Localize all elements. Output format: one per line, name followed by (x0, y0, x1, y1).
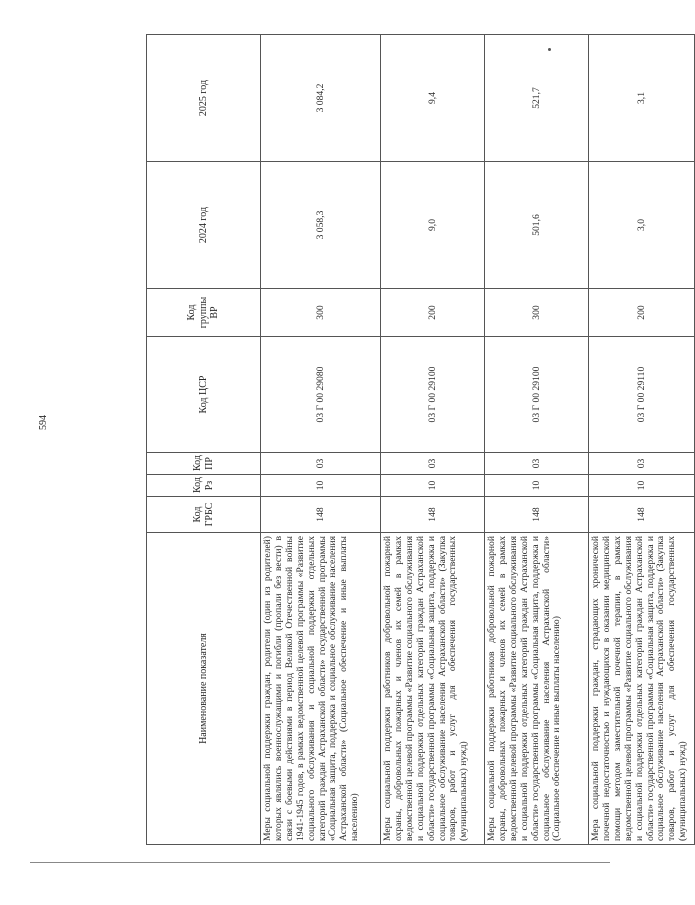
row-pr: 03 (261, 453, 381, 475)
row-2024: 3 058,3 (261, 162, 381, 289)
row-grbs: 148 (485, 497, 589, 533)
header-2025: 2025 год (147, 35, 261, 162)
row-2025: 3,1 (589, 35, 695, 162)
budget-table (146, 34, 695, 845)
row-csr: 03 Г 00 29100 (381, 337, 485, 453)
row-vr: 200 (589, 289, 695, 337)
row-vr: 300 (485, 289, 589, 337)
row-name: Меры социальной поддержки граждан, родители (один из родителей) которых являлись военнослужащими и погибли (пропали без вести) в связи с боевыми действиями в период Великой Отечественной войны 1941-1945 годов, в рамках ведомственной целевой программы «Развитие социального обслуживания и социальной поддержки отдельных категорий граждан Астраханской области» государственной программы «Социальная защита, поддержка и социальное обслуживание населения Астраханской области» (Социальное обеспечение и иные выплаты населению) (261, 533, 381, 845)
row-grbs: 148 (381, 497, 485, 533)
table-row (589, 35, 695, 845)
table-header-row (147, 35, 261, 845)
row-grbs: 148 (589, 497, 695, 533)
row-rz: 10 (485, 475, 589, 497)
table-row (261, 35, 381, 845)
header-name: Наименование показателя (147, 533, 261, 845)
row-pr: 03 (485, 453, 589, 475)
page-number: 594 (38, 415, 49, 430)
row-pr: 03 (381, 453, 485, 475)
row-rz: 10 (589, 475, 695, 497)
row-csr: 03 Г 00 29080 (261, 337, 381, 453)
row-2024: 3,0 (589, 162, 695, 289)
table-row (485, 35, 589, 845)
header-rz: Код Рз (147, 475, 261, 497)
row-pr: 03 (589, 453, 695, 475)
row-2024: 9,0 (381, 162, 485, 289)
header-grbs: Код ГРБС (147, 497, 261, 533)
budget-table-container (146, 35, 689, 845)
row-name: Мера социальной поддержки граждан, страдающих хронической почечной недостаточностью и нуждающихся в оказании медицинской помощи методом заместительной почечной терапии, в рамках ведомственной целевой программы «Развитие социального обслуживания и социальной поддержки отдельных категорий граждан Астраханской области» государственной программы «Социальная защита, поддержка и социальное обслуживание населения Астраханской области» (Закупка товаров, работ и услуг для обеспечения государственных (муниципальных) нужд) (589, 533, 695, 845)
row-name: Меры социальной поддержки работников добровольной пожарной охраны, добровольных пожарных и членов их семей в рамках ведомственной целевой программы «Развитие социального обслуживания и социальной поддержки отдельных категорий граждан Астраханской области» государственной программы «Социальная защита, поддержка и социальное обслуживание населения Астраханской области» (Закупка товаров, работ и услуг для обеспечения государственных (муниципальных) нужд) (381, 533, 485, 845)
row-rz: 10 (261, 475, 381, 497)
row-2025: 521,7 (485, 35, 589, 162)
row-2024: 501,6 (485, 162, 589, 289)
row-rz: 10 (381, 475, 485, 497)
header-2024: 2024 год (147, 162, 261, 289)
table-row (381, 35, 485, 845)
bottom-divider (30, 862, 610, 863)
header-csr: Код ЦСР (147, 337, 261, 453)
row-vr: 200 (381, 289, 485, 337)
row-2025: 9,4 (381, 35, 485, 162)
row-name: Меры социальной поддержки работников добровольной пожарной охраны, добровольных пожарных и членов их семей в рамках ведомственной целевой программы «Развитие социального обслуживания и социальной поддержки отдельных категорий граждан Астраханской области» государственной программы «Социальная защита, поддержка и социальное обслуживание населения Астраханской области» (Социальное обеспечение и иные выплаты населению) (485, 533, 589, 845)
header-pr: Код ПР (147, 453, 261, 475)
row-2025: 3 084,2 (261, 35, 381, 162)
row-vr: 300 (261, 289, 381, 337)
header-vr: Код группы ВР (147, 289, 261, 337)
row-grbs: 148 (261, 497, 381, 533)
row-csr: 03 Г 00 29110 (589, 337, 695, 453)
row-csr: 03 Г 00 29100 (485, 337, 589, 453)
